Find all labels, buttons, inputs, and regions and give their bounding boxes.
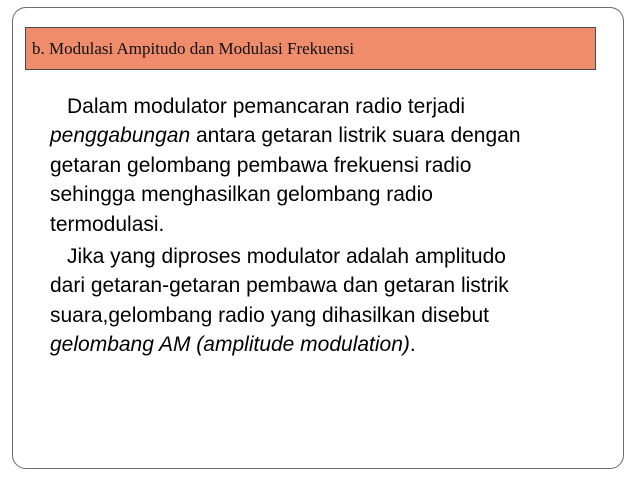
paragraph-1 [50,92,580,239]
p2-line-2: dari getaran-getaran pembawa dan getaran listrik [50,274,509,298]
p2-end-punct: . [409,333,416,357]
p2-emphasis: gelombang AM (amplitude modulation) [50,333,410,357]
slide-title: b. Modulasi Ampitudo dan Modulasi Frekuensi [32,38,355,58]
p1-line-4: sehingga menghasilkan gelombang radio [50,183,433,207]
p1-line-2: antara getaran listrik suara dengan [190,124,521,148]
p2-line-3: suara,gelombang radio yang dihasilkan disebut [50,303,489,327]
p1-line-5: termodulasi. [50,212,165,236]
p2-line-1: Jika yang diproses modulator adalah amplitudo [67,245,506,269]
p1-emphasis: penggabungan [50,124,191,148]
paragraph-2 [50,242,580,360]
p1-line-1: Dalam modulator pemancaran radio terjadi [67,95,466,118]
title-bar [25,27,596,70]
p1-line-3: getaran gelombang pembawa frekuensi radio [50,153,472,177]
slide-body [50,92,580,360]
